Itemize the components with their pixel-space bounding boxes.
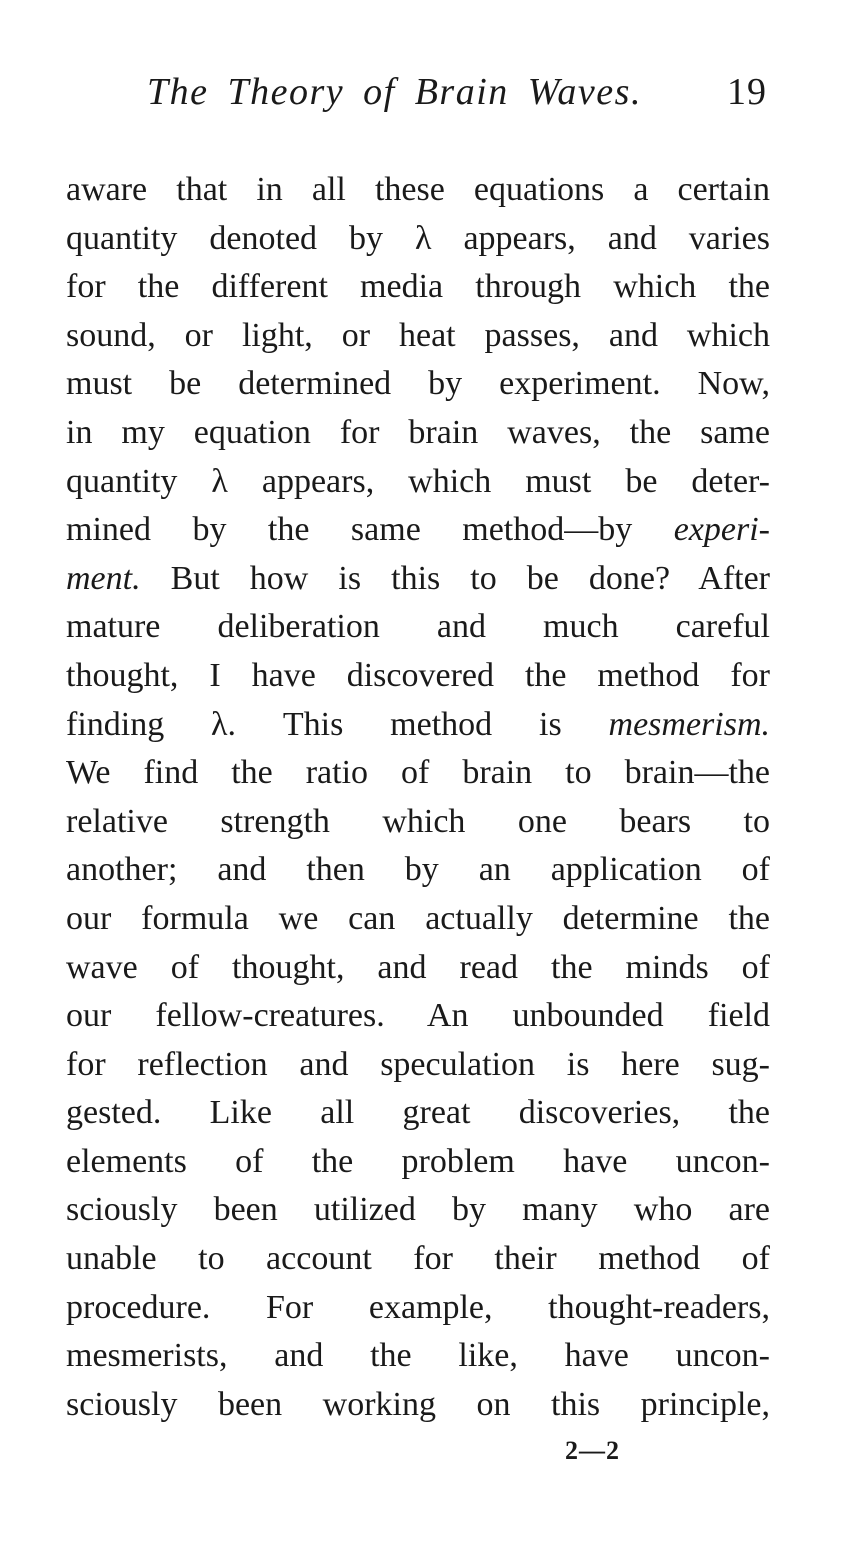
italic-text-segment: experi-: [673, 511, 770, 549]
text-line: [66, 360, 770, 409]
text-segment: sciously been working on this principle,: [66, 1385, 770, 1423]
text-line: [66, 1041, 770, 1090]
text-segment: wave of thought, and read the minds of: [66, 948, 770, 986]
text-line: [66, 166, 770, 215]
text-segment: quantity λ appears, which must be deter-: [66, 462, 770, 500]
text-segment: aware that in all these equations a certain: [66, 171, 770, 208]
text-segment: must be determined by experiment. Now,: [66, 365, 770, 403]
text-segment: elements of the problem have uncon-: [66, 1142, 770, 1180]
text-segment: finding λ. This method is: [66, 705, 609, 743]
text-line: [66, 603, 770, 652]
text-line: [66, 1235, 770, 1284]
text-line: [66, 1332, 770, 1381]
text-line: [66, 1284, 770, 1333]
text-line: [66, 555, 770, 604]
text-line: [66, 215, 770, 264]
text-line: [66, 895, 770, 944]
text-line: [66, 798, 770, 847]
text-segment: another; and then by an application of: [66, 851, 770, 889]
text-segment: our formula we can actually determine the: [66, 899, 770, 937]
text-line: [66, 1138, 770, 1187]
text-line: [66, 992, 770, 1041]
text-segment: in my equation for brain waves, the same: [66, 413, 770, 451]
text-segment: relative strength which one bears to: [66, 802, 770, 840]
text-segment: We find the ratio of brain to brain—the: [66, 754, 770, 792]
text-segment: our fellow-creatures. An unbounded field: [66, 997, 770, 1035]
text-segment: for the different media through which the: [66, 268, 770, 306]
text-segment: mesmerists, and the like, have uncon-: [66, 1337, 770, 1375]
italic-text-segment: mesmerism.: [608, 705, 770, 743]
text-segment: procedure. For example, thought-readers,: [66, 1288, 770, 1326]
signature-mark: 2—2: [565, 1436, 620, 1465]
italic-text-segment: ment.: [66, 559, 141, 597]
body-text: [66, 166, 770, 1429]
text-segment: gested. Like all great discoveries, the: [66, 1094, 770, 1132]
text-segment: unable to account for their method of: [66, 1240, 770, 1278]
text-line: [66, 506, 770, 555]
text-line: [66, 409, 770, 458]
running-title: The Theory of Brain Waves.: [147, 71, 642, 113]
text-segment: mature deliberation and much careful: [66, 608, 770, 646]
text-segment: thought, I have discovered the method for: [66, 656, 770, 694]
text-line: [66, 312, 770, 361]
text-segment: quantity denoted by λ appears, and varies: [66, 219, 770, 257]
text-segment: mined by the same method—by: [66, 511, 674, 549]
text-line: [66, 1186, 770, 1235]
text-line: [66, 846, 770, 895]
text-segment: sciously been utilized by many who are: [66, 1191, 770, 1229]
text-line: [66, 263, 770, 312]
text-line: [66, 1089, 770, 1138]
running-head: [147, 70, 767, 126]
text-line: [66, 652, 770, 701]
text-line: [66, 944, 770, 993]
text-line: [66, 701, 770, 750]
text-segment: But how is this to be done? After: [140, 559, 770, 597]
text-line: [66, 458, 770, 507]
text-segment: for reflection and speculation is here sug-: [66, 1045, 770, 1083]
text-line: [66, 749, 770, 798]
page-number: 19: [727, 71, 767, 113]
text-line: [66, 1381, 770, 1430]
text-segment: sound, or light, or heat passes, and which: [66, 316, 770, 354]
